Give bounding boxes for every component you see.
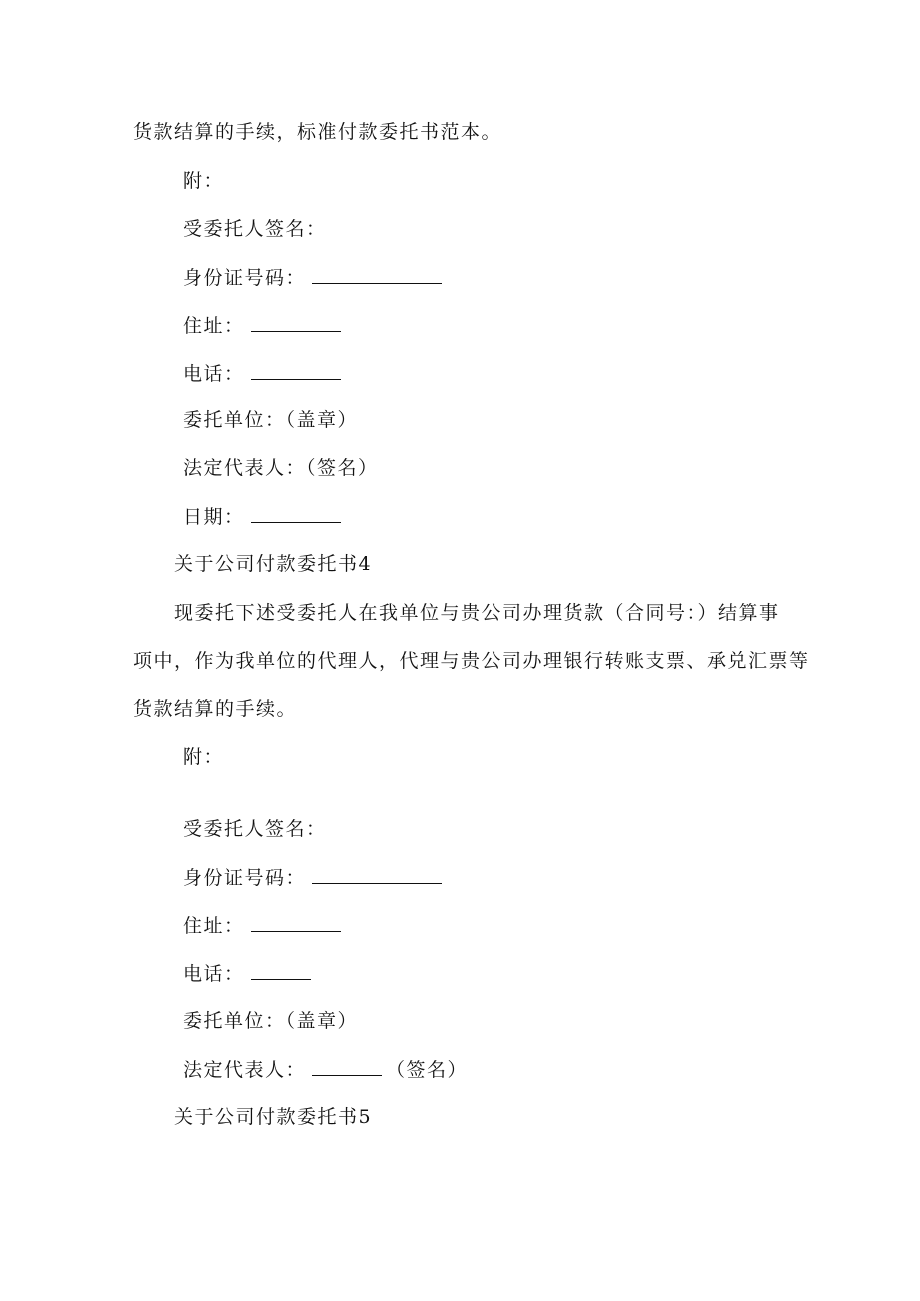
address-field: 住址：	[183, 913, 341, 938]
principal-unit-field: 委托单位：（盖章）	[183, 409, 359, 431]
address-blank	[251, 313, 341, 332]
legal-rep-field: 法定代表人： （签名）	[183, 1059, 469, 1081]
closing-line: 货款结算的手续，标准付款委托书范本。	[133, 121, 503, 143]
section-heading: 关于公司付款委托书4	[174, 553, 373, 575]
phone-blank	[251, 361, 341, 380]
attachment-label: 附：	[183, 170, 225, 192]
attachment-label: 附：	[183, 746, 225, 768]
principal-unit-field: 委托单位：（盖章）	[183, 1010, 359, 1032]
phone-blank	[251, 961, 311, 980]
date-blank	[251, 504, 341, 523]
legal-rep-field: 法定代表人：（签名）	[183, 457, 379, 479]
id-number-field: 身份证号码：	[183, 265, 442, 290]
address-blank	[251, 913, 341, 932]
section-heading: 关于公司付款委托书5	[174, 1106, 373, 1128]
body-text-line: 现委托下述受委托人在我单位与贵公司办理货款（合同号：）结算事	[174, 602, 780, 624]
legal-rep-blank	[312, 1057, 382, 1076]
phone-field: 电话：	[183, 961, 311, 986]
id-number-blank	[312, 265, 442, 284]
id-number-field: 身份证号码：	[183, 865, 442, 890]
body-text-line: 货款结算的手续。	[133, 698, 298, 720]
body-text-line: 项中，作为我单位的代理人，代理与贵公司办理银行转账支票、承兑汇票等	[133, 650, 810, 672]
trustee-signature-field: 受委托人签名：	[183, 218, 327, 240]
address-field: 住址：	[183, 313, 341, 338]
id-number-blank	[312, 865, 442, 884]
phone-field: 电话：	[183, 361, 341, 386]
trustee-signature-field: 受委托人签名：	[183, 818, 327, 840]
body-text-line	[133, 120, 502, 144]
date-field: 日期：	[183, 504, 341, 529]
